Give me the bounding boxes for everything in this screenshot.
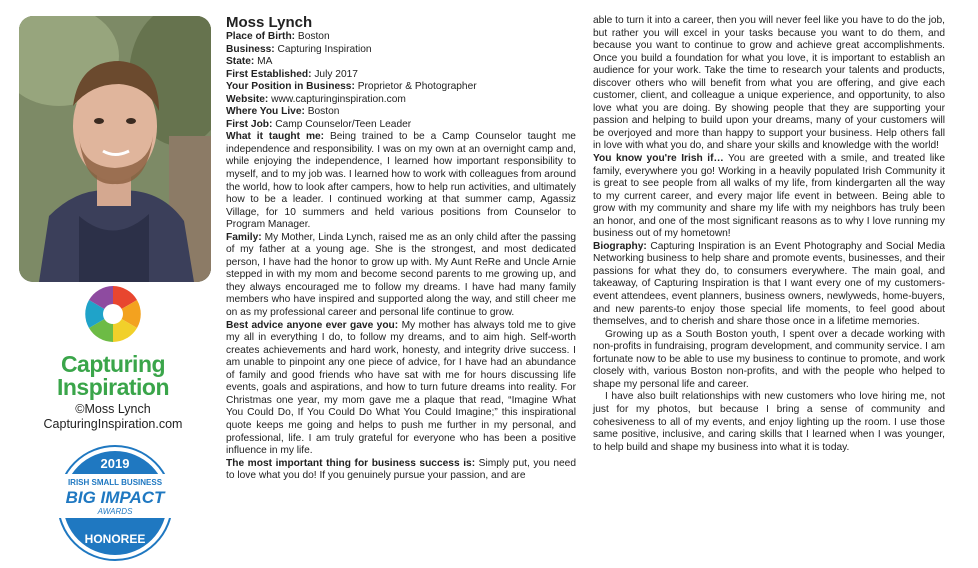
field-value: www.capturinginspiration.com bbox=[271, 93, 406, 105]
portrait-illustration bbox=[19, 16, 211, 282]
biography-paragraph-2: Growing up as a South Boston youth, I spent over a decade working with non-profits in fundraising, program development, and community service. I am fortunate now to be able to use my business to continue to promote, and work closely with, various Boston non-profits, and with the people who helped to shape my personal life and career. bbox=[593, 328, 945, 390]
section-label: What it taught me: bbox=[226, 131, 325, 143]
brand-block bbox=[18, 284, 208, 432]
field-value: MA bbox=[257, 56, 273, 68]
section-text: My mother has always told me to give my all in everything I do, to follow my dreams, and to aim high. Self-worth creates achievements and hard work, honesty, and integrity drive success. I am unable to pinpoint any one piece of advice, for I have had an abundance of family and good friends who have sat with me for hours discussing life events, goals and aspirations, and how to turn future dreams into reality. For Christmas one year, my mom gave me a plaque that read, “Imagine What You Could Do, If You Could Do What You Could Imagine;” this inspirational quote keeps me going and helps to push me further in my personal, and professional, life. I am truly grateful for everyone who has been a positive influence in my life. bbox=[226, 319, 576, 457]
section-label: Biography: bbox=[593, 240, 647, 252]
field-row bbox=[226, 44, 576, 57]
field-row bbox=[226, 69, 576, 82]
section-text: My Mother, Linda Lynch, raised me as an only child after the passing of my father at a young age. She is the strongest, and most dedicated person, I have had the honor to grow up with. My Aunt ReRe and Uncle Arnie stepped in with my mom and become second parents to me growing up, and they always encouraged me to follow my dreams. I have had many family members who have inspired and supported along the way, and still cheer me on as my professional career and personal life continue to grow. bbox=[226, 231, 576, 319]
field-value: Proprietor & Photographer bbox=[357, 81, 477, 93]
section-label: Family: bbox=[226, 231, 262, 243]
section-text: Capturing Inspiration is an Event Photography and Social Media Networking business to help share and promote events, businesses, and their passions for what they do, to consumers everywhere. The main goal, and takeaway, of Capturing Inspiration is that I want every one of my customers-event attendees, event planners, business owners, newlyweds, home-buyers, and new parents-to enjoy those special life moments, to feel good about themselves, and to cherish and share those once in a lifetime memories. bbox=[593, 240, 945, 328]
field-value: Boston bbox=[307, 106, 340, 118]
section-advice bbox=[226, 320, 576, 458]
field-label: First Job: bbox=[226, 118, 273, 130]
badge-line4: HONOREE bbox=[84, 532, 146, 546]
field-label: Your Position in Business: bbox=[226, 81, 355, 93]
field-row bbox=[226, 81, 576, 94]
section-taught bbox=[226, 131, 576, 231]
badge-line1: IRISH SMALL BUSINESS bbox=[67, 478, 163, 487]
field-label: Where You Live: bbox=[226, 106, 305, 118]
field-row bbox=[226, 94, 576, 107]
badge-line2: BIG IMPACT bbox=[65, 488, 165, 507]
website-text: CapturingInspiration.com bbox=[43, 417, 183, 431]
profile-name: Moss Lynch bbox=[226, 14, 313, 31]
section-text: You are greeted with a smile, and treated like family, everywhere you go! Working in a heavily populated Irish Community it is great to see people from all walks of my life, from kindergarten all the way to my current career, and every major life event in between. Being able to grow with my community and share my life with my neighbors has truly been an honor, and one of the most significant reasons as to why I love running my business out of my hometown! bbox=[593, 153, 945, 240]
badge-line3: AWARDS bbox=[97, 507, 133, 516]
profile-photo bbox=[19, 16, 211, 282]
biography-paragraph-3: I have also built relationships with new customers who love hiring me, not just for my photos, but because I bring a sense of community and cohesiveness to all of my events, and enjoy lighting up the room. I use those same positive, inclusive, and caring skills that I learned when I was younger, to help build and shape my business into what it is today. bbox=[593, 391, 945, 453]
aperture-logo-icon bbox=[83, 284, 143, 344]
section-label: You know you're Irish if… bbox=[593, 153, 724, 165]
section-irish bbox=[593, 153, 945, 241]
copyright-text: ©Moss Lynch bbox=[75, 402, 151, 416]
badge-year: 2019 bbox=[100, 456, 130, 471]
field-value: Capturing Inspiration bbox=[277, 43, 372, 55]
field-row bbox=[226, 31, 576, 44]
field-value: Camp Counselor/Teen Leader bbox=[275, 118, 412, 130]
section-biography bbox=[593, 241, 945, 329]
field-row bbox=[226, 119, 576, 132]
field-label: Website: bbox=[226, 93, 269, 105]
section-label: The most important thing for business success is: bbox=[226, 457, 476, 469]
section-text: Simply put, you need to love what you do! If you genuinely pursue your passion, and are bbox=[226, 457, 576, 482]
article-column-2 bbox=[593, 15, 945, 454]
field-label: Place of Birth: bbox=[226, 31, 296, 42]
profile-fields bbox=[226, 31, 576, 131]
field-row bbox=[226, 106, 576, 119]
left-column bbox=[0, 0, 220, 568]
section-important bbox=[226, 458, 576, 483]
section-family bbox=[226, 232, 576, 320]
field-label: First Established: bbox=[226, 68, 312, 80]
award-badge bbox=[53, 444, 177, 562]
brand-name bbox=[18, 353, 208, 399]
article-column-1 bbox=[226, 14, 576, 483]
field-label: State: bbox=[226, 56, 255, 68]
field-label: Business: bbox=[226, 43, 275, 55]
field-value: Boston bbox=[297, 31, 330, 42]
field-row bbox=[226, 56, 576, 69]
brand-line2: Inspiration bbox=[56, 374, 170, 400]
brand-line1: Capturing bbox=[60, 351, 166, 377]
award-badge-graphic bbox=[53, 444, 177, 562]
section-important-continued: able to turn it into a career, then you will never feel like you have to do the job, but rather you will excel in your tasks because you want to do them, and because you want to continue to grow and achieve great accomplishments. Once you build a foundation for what you love, it is important to establish an audience for your work. Take the time to research your talents and products, discover others who will benefit from what you are offering, and give each customer, client, and colleague a unique experience, and opportunity, to also love what you are doing. By showing people that they are supporting your passion and helping to build upon your dreams, many of your customers will be overjoyed and more than happy to support your business. Help others fall in love with what you do, and share your skills and knowledge with the world! bbox=[593, 15, 945, 152]
section-text: Being trained to be a Camp Counselor taught me independence and responsibility. I was on my own at an overnight camp and, while enjoying the independence, I learned how important responsibility to myself, and to my job was. I learned how to work with colleagues from around the world, how to look after campers, how to help run activities, and ultimately how to be a leader. I continued working at that summer camp, Agassiz Village, for 10 summers and held various positions from Counselor to Program Manager. bbox=[226, 131, 576, 231]
section-label: Best advice anyone ever gave you: bbox=[226, 319, 399, 331]
field-value: July 2017 bbox=[314, 68, 358, 80]
